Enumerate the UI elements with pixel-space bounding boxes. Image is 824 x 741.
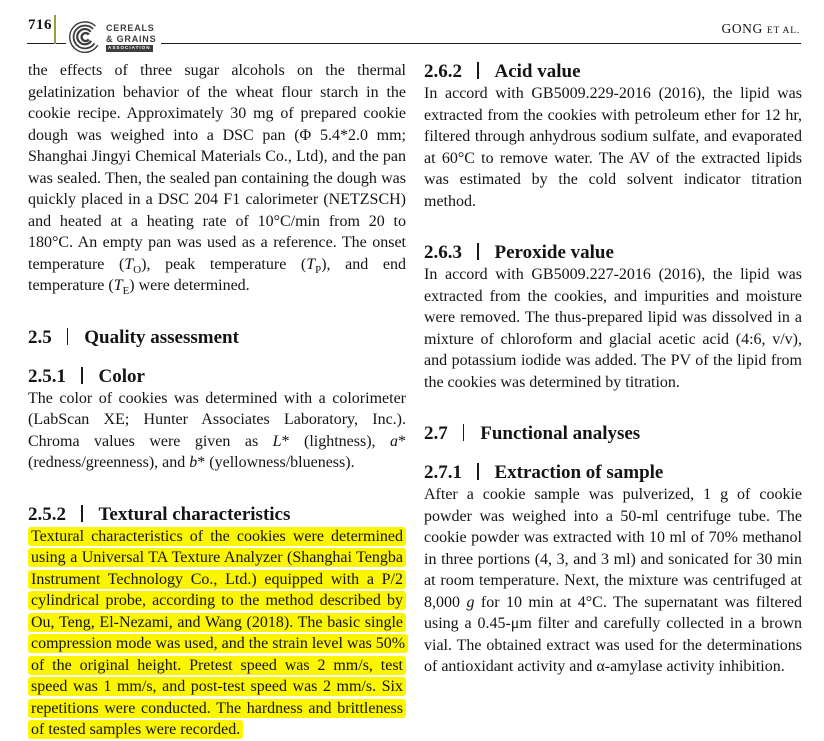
- running-head: [721, 21, 800, 37]
- section-heading-acid-value: [424, 60, 802, 83]
- running-head-author: GONG: [721, 21, 763, 36]
- paragraph-acid-value: In accord with GB5009.229-2016 (2016), the lipid was extracted from the cookies with petroleum ether for 12 hr, filtered through anhydrous sodium sulfate, and evaporated at 60°C to remove water. The AV of the extracted lipids was estimated by the cold solvent indicator titration method.: [424, 85, 802, 210]
- page-number-divider: [54, 15, 56, 44]
- logo-line-association: ASSOCIATION: [108, 45, 151, 51]
- heading-separator-bar: [81, 505, 83, 522]
- heading-separator-bar: [67, 328, 69, 345]
- journal-logo-text: [106, 24, 156, 52]
- logo-line-cereals: CEREALS: [106, 23, 155, 34]
- section-title: Color: [98, 365, 145, 387]
- left-column: [28, 60, 406, 741]
- section-title: Acid value: [494, 61, 581, 82]
- heading-separator-bar: [477, 243, 479, 260]
- section-number: 2.6.3: [424, 242, 462, 263]
- heading-separator-bar: [477, 62, 479, 79]
- highlighted-text: Textural characteristics of the cookies were determined using a Universal TA Texture Analyzer (Shanghai Tengba Instrument Technology Co., Ltd.) equipped with a P/2 cylindrical probe, according to the method described by Ou, Teng, El-Nezami, and Wang (2018). The basic single compression mode was used, and the strain level was 50% of the original height. Pretest speed was 2 mm/s, test speed was 1 mm/s, and post-test speed was 2 mm/s. Six repetitions were conducted. The hardness and brittleness of tested samples were recorded.: [28, 527, 408, 740]
- section-heading-color: [28, 365, 406, 388]
- right-column: [424, 60, 802, 678]
- running-head-etal: ET AL.: [766, 26, 800, 36]
- paragraph-peroxide-value: In accord with GB5009.227-2016 (2016), the lipid was extracted from the cookies, and impurities and moisture were removed. The thus-prepared lipid was dissolved in a mixture of chloroform and glacial acetic acid (4:6, v/v), and potassium iodide was added. The PV of the lipid from the cookies was determined by titration.: [424, 266, 802, 391]
- section-heading-textural-characteristics: [28, 503, 406, 526]
- section-heading-functional-analyses: [424, 422, 802, 445]
- heading-separator-bar: [81, 367, 83, 384]
- section-number: 2.5.2: [28, 503, 66, 525]
- section-number: 2.6.2: [424, 61, 462, 82]
- section-number: 2.7: [424, 423, 448, 444]
- paragraph-texture-method-highlighted: [28, 526, 406, 741]
- section-heading-peroxide-value: [424, 241, 802, 264]
- section-title: Textural characteristics: [98, 503, 291, 525]
- section-number: 2.7.1: [424, 462, 462, 483]
- section-title: Peroxide value: [494, 242, 614, 263]
- journal-logo: [66, 19, 161, 57]
- section-title: Extraction of sample: [494, 462, 664, 483]
- paragraph-color-method: The color of cookies was determined with a colorimeter (LabScan XE; Hunter Associates Laboratory, Inc.). Chroma values were given as L* (lightness), a* (redness/greenness), and b* (yellowness/blueness).: [28, 389, 406, 471]
- section-number: 2.5: [28, 326, 52, 348]
- logo-line-grains: & GRAINS: [106, 33, 157, 44]
- section-title: Quality assessment: [84, 326, 239, 348]
- page-number: 716: [28, 17, 52, 33]
- section-number: 2.5.1: [28, 365, 66, 387]
- heading-separator-bar: [477, 463, 479, 480]
- cereals-grains-swirl-icon: [66, 19, 104, 57]
- section-heading-quality-assessment: [28, 326, 406, 349]
- heading-separator-bar: [463, 424, 465, 441]
- paragraph-dsc-method: the effects of three sugar alcohols on the thermal gelatinization behavior of the wheat flour starch in the cookie recipe. Approximately 30 mg of prepared cookie dough was weighed into a DSC pan (Φ 5.4*2.0 mm; Shanghai Jingyi Chemical Materials Co., Ltd), and the pan was sealed. Then, the sealed pan containing the dough was quickly placed in a DSC 204 F1 calorimeter (NETZSCH) and heated at a heating rate of 10°C/min from 20 to 180°C. An empty pan was used as a reference. The onset temperature $(T_O)$, peak temperature $(T_P)$, and end temperature $(T_E)$ were determined.: [28, 62, 406, 298]
- section-heading-extraction-of-sample: [424, 461, 802, 484]
- section-title: Functional analyses: [480, 423, 641, 444]
- paragraph-extraction-of-sample: After a cookie sample was pulverized, 1 g of cookie powder was weighed into a 50-ml centrifuge tube. The cookie powder was extracted with 10 ml of 70% methanol in three portions (4, 3, and 3 ml) and sonicated for 30 min at room temperature. Next, the mixture was centrifuged at 8,000 g for 10 min at 4°C. The supernatant was filtered using a 0.45-μm filter and carefully collected in a brown vial. The obtained extract was used for the determinations of antioxidant activity and α-amylase activity inhibition.: [424, 486, 803, 675]
